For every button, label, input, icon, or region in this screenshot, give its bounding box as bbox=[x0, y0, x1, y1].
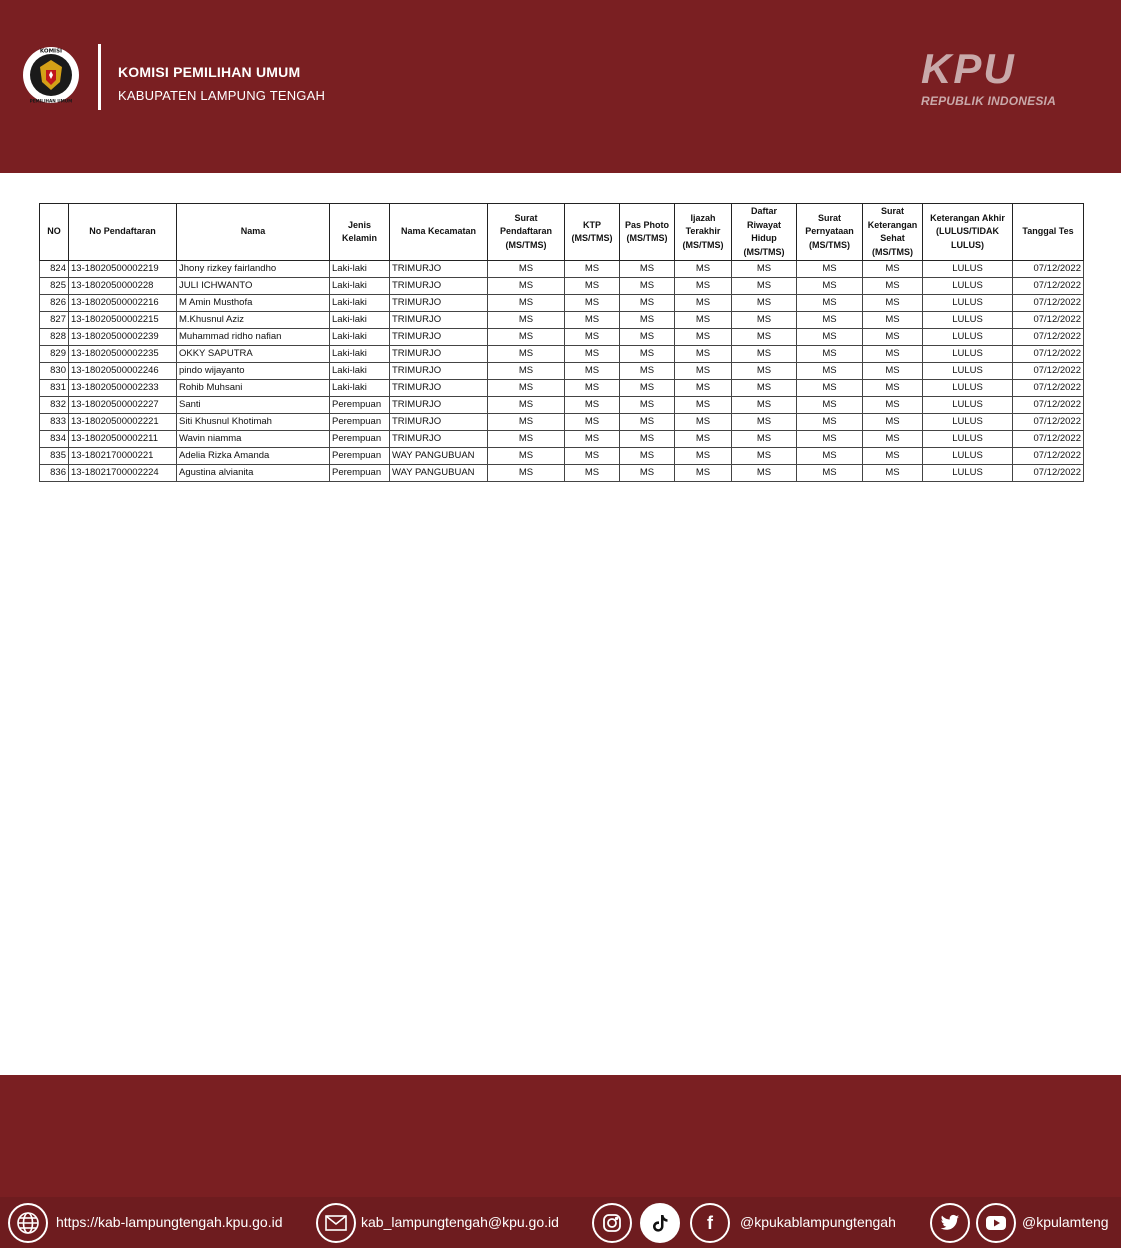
col-header-ktp: KTP (MS/TMS) bbox=[565, 204, 620, 261]
cell-no: 836 bbox=[40, 465, 69, 482]
table-row bbox=[40, 295, 1084, 312]
col-header-keterangan-akhir: Keterangan Akhir (LULUS/TIDAK LULUS) bbox=[923, 204, 1013, 261]
email-link[interactable]: kab_lampungtengah@kpu.go.id bbox=[361, 1214, 559, 1230]
cell-surat-pendaftaran: MS bbox=[488, 363, 565, 380]
cell-surat-pendaftaran: MS bbox=[488, 261, 565, 278]
tiktok-icon[interactable] bbox=[640, 1203, 680, 1243]
cell-surat-sehat: MS bbox=[863, 278, 923, 295]
cell-tanggal-tes: 07/12/2022 bbox=[1013, 295, 1084, 312]
cell-no: 828 bbox=[40, 329, 69, 346]
cell-ijazah: MS bbox=[675, 363, 732, 380]
cell-tanggal-tes: 07/12/2022 bbox=[1013, 448, 1084, 465]
cell-surat-pendaftaran: MS bbox=[488, 397, 565, 414]
table-row bbox=[40, 465, 1084, 482]
cell-no: 834 bbox=[40, 431, 69, 448]
cell-tanggal-tes: 07/12/2022 bbox=[1013, 346, 1084, 363]
cell-nama-kecamatan: TRIMURJO bbox=[390, 295, 488, 312]
cell-no-pendaftaran: 13-18020500002246 bbox=[69, 363, 177, 380]
cell-tanggal-tes: 07/12/2022 bbox=[1013, 431, 1084, 448]
cell-no: 830 bbox=[40, 363, 69, 380]
cell-surat-pernyataan: MS bbox=[797, 346, 863, 363]
cell-pas-photo: MS bbox=[620, 448, 675, 465]
table-row bbox=[40, 278, 1084, 295]
cell-ijazah: MS bbox=[675, 465, 732, 482]
col-header-nama-kecamatan: Nama Kecamatan bbox=[390, 204, 488, 261]
org-title: KOMISI PEMILIHAN UMUM bbox=[118, 64, 301, 80]
cell-ijazah: MS bbox=[675, 414, 732, 431]
cell-tanggal-tes: 07/12/2022 bbox=[1013, 261, 1084, 278]
col-header-surat-pendaftaran: Surat Pendaftaran (MS/TMS) bbox=[488, 204, 565, 261]
cell-surat-pernyataan: MS bbox=[797, 431, 863, 448]
cell-surat-pernyataan: MS bbox=[797, 465, 863, 482]
cell-tanggal-tes: 07/12/2022 bbox=[1013, 414, 1084, 431]
cell-no: 829 bbox=[40, 346, 69, 363]
cell-jenis-kelamin: Perempuan bbox=[330, 465, 390, 482]
cell-riwayat-hidup: MS bbox=[732, 414, 797, 431]
col-header-ijazah-terakhir: Ijazah Terakhir (MS/TMS) bbox=[675, 204, 732, 261]
cell-nama-kecamatan: WAY PANGUBUAN bbox=[390, 448, 488, 465]
cell-riwayat-hidup: MS bbox=[732, 295, 797, 312]
logo-text-bottom: PEMILIHAN UMUM bbox=[29, 98, 73, 104]
cell-surat-pendaftaran: MS bbox=[488, 278, 565, 295]
kpu-brand-wordmark: KPU bbox=[921, 45, 1016, 92]
cell-keterangan-akhir: LULUS bbox=[923, 329, 1013, 346]
cell-surat-sehat: MS bbox=[863, 363, 923, 380]
cell-no-pendaftaran: 13-18020500002239 bbox=[69, 329, 177, 346]
cell-riwayat-hidup: MS bbox=[732, 363, 797, 380]
cell-jenis-kelamin: Laki-laki bbox=[330, 312, 390, 329]
col-header-surat-keterangan-sehat: Surat Keterangan Sehat (MS/TMS) bbox=[863, 204, 923, 261]
cell-no-pendaftaran: 13-18020500002215 bbox=[69, 312, 177, 329]
kpu-emblem-logo bbox=[22, 40, 80, 110]
cell-no-pendaftaran: 13-18020500002233 bbox=[69, 380, 177, 397]
kpu-brand-subtitle: REPUBLIK INDONESIA bbox=[921, 94, 1056, 108]
cell-tanggal-tes: 07/12/2022 bbox=[1013, 278, 1084, 295]
cell-riwayat-hidup: MS bbox=[732, 380, 797, 397]
cell-pas-photo: MS bbox=[620, 397, 675, 414]
cell-jenis-kelamin: Laki-laki bbox=[330, 261, 390, 278]
cell-pas-photo: MS bbox=[620, 312, 675, 329]
cell-nama: pindo wijayanto bbox=[177, 363, 330, 380]
cell-nama: JULI ICHWANTO bbox=[177, 278, 330, 295]
cell-ijazah: MS bbox=[675, 380, 732, 397]
cell-riwayat-hidup: MS bbox=[732, 397, 797, 414]
cell-pas-photo: MS bbox=[620, 346, 675, 363]
cell-pas-photo: MS bbox=[620, 431, 675, 448]
cell-nama: Muhammad ridho nafian bbox=[177, 329, 330, 346]
cell-surat-sehat: MS bbox=[863, 261, 923, 278]
cell-surat-sehat: MS bbox=[863, 448, 923, 465]
table-row bbox=[40, 414, 1084, 431]
cell-nama-kecamatan: TRIMURJO bbox=[390, 261, 488, 278]
cell-tanggal-tes: 07/12/2022 bbox=[1013, 312, 1084, 329]
cell-nama: M.Khusnul Aziz bbox=[177, 312, 330, 329]
cell-surat-sehat: MS bbox=[863, 414, 923, 431]
social-handle-2[interactable]: @kpulamteng bbox=[1022, 1214, 1109, 1230]
cell-nama-kecamatan: TRIMURJO bbox=[390, 380, 488, 397]
cell-nama: Adelia Rizka Amanda bbox=[177, 448, 330, 465]
globe-icon bbox=[8, 1203, 48, 1243]
table-row bbox=[40, 397, 1084, 414]
cell-nama: OKKY SAPUTRA bbox=[177, 346, 330, 363]
col-header-no-pendaftaran: No Pendaftaran bbox=[69, 204, 177, 261]
cell-ktp: MS bbox=[565, 312, 620, 329]
cell-riwayat-hidup: MS bbox=[732, 329, 797, 346]
cell-pas-photo: MS bbox=[620, 363, 675, 380]
cell-surat-pernyataan: MS bbox=[797, 448, 863, 465]
cell-ktp: MS bbox=[565, 363, 620, 380]
col-header-nama: Nama bbox=[177, 204, 330, 261]
cell-ijazah: MS bbox=[675, 346, 732, 363]
cell-pas-photo: MS bbox=[620, 261, 675, 278]
col-header-tanggal-tes: Tanggal Tes bbox=[1013, 204, 1084, 261]
cell-nama-kecamatan: TRIMURJO bbox=[390, 414, 488, 431]
header-divider bbox=[98, 44, 101, 110]
facebook-icon[interactable]: f bbox=[690, 1203, 730, 1243]
cell-nama-kecamatan: TRIMURJO bbox=[390, 346, 488, 363]
table-row bbox=[40, 380, 1084, 397]
cell-ijazah: MS bbox=[675, 397, 732, 414]
cell-surat-pendaftaran: MS bbox=[488, 380, 565, 397]
cell-surat-pendaftaran: MS bbox=[488, 295, 565, 312]
cell-ktp: MS bbox=[565, 261, 620, 278]
cell-ijazah: MS bbox=[675, 431, 732, 448]
cell-jenis-kelamin: Laki-laki bbox=[330, 380, 390, 397]
cell-keterangan-akhir: LULUS bbox=[923, 397, 1013, 414]
cell-nama-kecamatan: TRIMURJO bbox=[390, 431, 488, 448]
cell-surat-sehat: MS bbox=[863, 431, 923, 448]
cell-jenis-kelamin: Perempuan bbox=[330, 448, 390, 465]
cell-ktp: MS bbox=[565, 414, 620, 431]
col-header-daftar-riwayat-hidup: Daftar Riwayat Hidup (MS/TMS) bbox=[732, 204, 797, 261]
cell-nama: Agustina alvianita bbox=[177, 465, 330, 482]
cell-surat-sehat: MS bbox=[863, 465, 923, 482]
cell-tanggal-tes: 07/12/2022 bbox=[1013, 363, 1084, 380]
cell-pas-photo: MS bbox=[620, 329, 675, 346]
cell-surat-pendaftaran: MS bbox=[488, 431, 565, 448]
cell-surat-pernyataan: MS bbox=[797, 295, 863, 312]
table-header-row bbox=[40, 204, 1084, 261]
col-header-surat-pernyataan: Surat Pernyataan (MS/TMS) bbox=[797, 204, 863, 261]
cell-nama: Siti Khusnul Khotimah bbox=[177, 414, 330, 431]
cell-no: 824 bbox=[40, 261, 69, 278]
cell-riwayat-hidup: MS bbox=[732, 312, 797, 329]
cell-no-pendaftaran: 13-18020500002211 bbox=[69, 431, 177, 448]
cell-keterangan-akhir: LULUS bbox=[923, 346, 1013, 363]
cell-keterangan-akhir: LULUS bbox=[923, 261, 1013, 278]
cell-keterangan-akhir: LULUS bbox=[923, 295, 1013, 312]
logo-text-top: KOMISI bbox=[39, 48, 63, 55]
table-row bbox=[40, 363, 1084, 380]
cell-riwayat-hidup: MS bbox=[732, 278, 797, 295]
cell-surat-sehat: MS bbox=[863, 295, 923, 312]
cell-pas-photo: MS bbox=[620, 414, 675, 431]
cell-surat-sehat: MS bbox=[863, 329, 923, 346]
col-header-jenis-kelamin: Jenis Kelamin bbox=[330, 204, 390, 261]
cell-riwayat-hidup: MS bbox=[732, 346, 797, 363]
table-row bbox=[40, 448, 1084, 465]
cell-ijazah: MS bbox=[675, 278, 732, 295]
cell-ktp: MS bbox=[565, 465, 620, 482]
cell-no: 831 bbox=[40, 380, 69, 397]
cell-jenis-kelamin: Laki-laki bbox=[330, 329, 390, 346]
cell-surat-pendaftaran: MS bbox=[488, 312, 565, 329]
cell-nama: Santi bbox=[177, 397, 330, 414]
cell-ktp: MS bbox=[565, 295, 620, 312]
cell-nama-kecamatan: TRIMURJO bbox=[390, 312, 488, 329]
cell-nama-kecamatan: TRIMURJO bbox=[390, 397, 488, 414]
cell-ijazah: MS bbox=[675, 448, 732, 465]
cell-keterangan-akhir: LULUS bbox=[923, 465, 1013, 482]
cell-nama-kecamatan: TRIMURJO bbox=[390, 329, 488, 346]
cell-ktp: MS bbox=[565, 397, 620, 414]
cell-keterangan-akhir: LULUS bbox=[923, 414, 1013, 431]
cell-no: 835 bbox=[40, 448, 69, 465]
cell-keterangan-akhir: LULUS bbox=[923, 448, 1013, 465]
cell-surat-sehat: MS bbox=[863, 380, 923, 397]
cell-ktp: MS bbox=[565, 380, 620, 397]
col-header-no: NO bbox=[40, 204, 69, 261]
cell-ijazah: MS bbox=[675, 312, 732, 329]
cell-riwayat-hidup: MS bbox=[732, 448, 797, 465]
cell-no: 833 bbox=[40, 414, 69, 431]
cell-nama: Wavin niamma bbox=[177, 431, 330, 448]
cell-nama: Rohib Muhsani bbox=[177, 380, 330, 397]
cell-surat-sehat: MS bbox=[863, 397, 923, 414]
cell-surat-pendaftaran: MS bbox=[488, 465, 565, 482]
cell-surat-pernyataan: MS bbox=[797, 363, 863, 380]
cell-surat-pernyataan: MS bbox=[797, 329, 863, 346]
cell-surat-pendaftaran: MS bbox=[488, 329, 565, 346]
org-subtitle: KABUPATEN LAMPUNG TENGAH bbox=[118, 88, 326, 103]
cell-surat-pernyataan: MS bbox=[797, 414, 863, 431]
cell-tanggal-tes: 07/12/2022 bbox=[1013, 465, 1084, 482]
cell-riwayat-hidup: MS bbox=[732, 465, 797, 482]
instagram-icon[interactable] bbox=[592, 1203, 632, 1243]
cell-nama: Jhony rizkey fairlandho bbox=[177, 261, 330, 278]
table-row bbox=[40, 329, 1084, 346]
cell-riwayat-hidup: MS bbox=[732, 431, 797, 448]
cell-surat-pendaftaran: MS bbox=[488, 414, 565, 431]
cell-no: 827 bbox=[40, 312, 69, 329]
cell-ijazah: MS bbox=[675, 329, 732, 346]
cell-no-pendaftaran: 13-18020500002219 bbox=[69, 261, 177, 278]
cell-surat-pernyataan: MS bbox=[797, 380, 863, 397]
cell-surat-pendaftaran: MS bbox=[488, 346, 565, 363]
cell-jenis-kelamin: Laki-laki bbox=[330, 346, 390, 363]
cell-no-pendaftaran: 13-18020500002235 bbox=[69, 346, 177, 363]
cell-keterangan-akhir: LULUS bbox=[923, 380, 1013, 397]
cell-nama: M Amin Musthofa bbox=[177, 295, 330, 312]
col-header-pas-photo: Pas Photo (MS/TMS) bbox=[620, 204, 675, 261]
social-handle[interactable]: @kpukablampungtengah bbox=[740, 1214, 896, 1230]
cell-pas-photo: MS bbox=[620, 380, 675, 397]
cell-jenis-kelamin: Perempuan bbox=[330, 431, 390, 448]
cell-ktp: MS bbox=[565, 448, 620, 465]
cell-ijazah: MS bbox=[675, 295, 732, 312]
cell-tanggal-tes: 07/12/2022 bbox=[1013, 329, 1084, 346]
table-row bbox=[40, 261, 1084, 278]
cell-surat-pendaftaran: MS bbox=[488, 448, 565, 465]
cell-no: 826 bbox=[40, 295, 69, 312]
cell-no-pendaftaran: 13-1802170000221 bbox=[69, 448, 177, 465]
cell-jenis-kelamin: Perempuan bbox=[330, 397, 390, 414]
cell-nama-kecamatan: TRIMURJO bbox=[390, 363, 488, 380]
cell-keterangan-akhir: LULUS bbox=[923, 431, 1013, 448]
cell-ijazah: MS bbox=[675, 261, 732, 278]
cell-no-pendaftaran: 13-18020500002216 bbox=[69, 295, 177, 312]
twitter-icon[interactable] bbox=[930, 1203, 970, 1243]
cell-no-pendaftaran: 13-18021700002224 bbox=[69, 465, 177, 482]
cell-riwayat-hidup: MS bbox=[732, 261, 797, 278]
cell-no-pendaftaran: 13-1802050000228 bbox=[69, 278, 177, 295]
cell-surat-pernyataan: MS bbox=[797, 278, 863, 295]
cell-no: 825 bbox=[40, 278, 69, 295]
cell-surat-pernyataan: MS bbox=[797, 312, 863, 329]
cell-tanggal-tes: 07/12/2022 bbox=[1013, 380, 1084, 397]
results-table bbox=[39, 203, 1084, 482]
cell-pas-photo: MS bbox=[620, 465, 675, 482]
cell-no: 832 bbox=[40, 397, 69, 414]
cell-surat-sehat: MS bbox=[863, 346, 923, 363]
table-body bbox=[40, 261, 1084, 482]
table-row bbox=[40, 431, 1084, 448]
cell-ktp: MS bbox=[565, 329, 620, 346]
cell-keterangan-akhir: LULUS bbox=[923, 312, 1013, 329]
table-row bbox=[40, 346, 1084, 363]
cell-jenis-kelamin: Laki-laki bbox=[330, 278, 390, 295]
website-link[interactable]: https://kab-lampungtengah.kpu.go.id bbox=[56, 1214, 283, 1230]
email-icon bbox=[316, 1203, 356, 1243]
cell-jenis-kelamin: Laki-laki bbox=[330, 363, 390, 380]
cell-surat-pernyataan: MS bbox=[797, 261, 863, 278]
results-table-container bbox=[39, 203, 1083, 482]
cell-keterangan-akhir: LULUS bbox=[923, 278, 1013, 295]
cell-ktp: MS bbox=[565, 431, 620, 448]
cell-tanggal-tes: 07/12/2022 bbox=[1013, 397, 1084, 414]
cell-pas-photo: MS bbox=[620, 278, 675, 295]
cell-jenis-kelamin: Perempuan bbox=[330, 414, 390, 431]
youtube-icon[interactable] bbox=[976, 1203, 1016, 1243]
cell-surat-sehat: MS bbox=[863, 312, 923, 329]
cell-pas-photo: MS bbox=[620, 295, 675, 312]
cell-no-pendaftaran: 13-18020500002227 bbox=[69, 397, 177, 414]
table-row bbox=[40, 312, 1084, 329]
cell-ktp: MS bbox=[565, 346, 620, 363]
cell-keterangan-akhir: LULUS bbox=[923, 363, 1013, 380]
cell-nama-kecamatan: TRIMURJO bbox=[390, 278, 488, 295]
cell-nama-kecamatan: WAY PANGUBUAN bbox=[390, 465, 488, 482]
cell-jenis-kelamin: Laki-laki bbox=[330, 295, 390, 312]
cell-ktp: MS bbox=[565, 278, 620, 295]
cell-no-pendaftaran: 13-18020500002221 bbox=[69, 414, 177, 431]
cell-surat-pernyataan: MS bbox=[797, 397, 863, 414]
